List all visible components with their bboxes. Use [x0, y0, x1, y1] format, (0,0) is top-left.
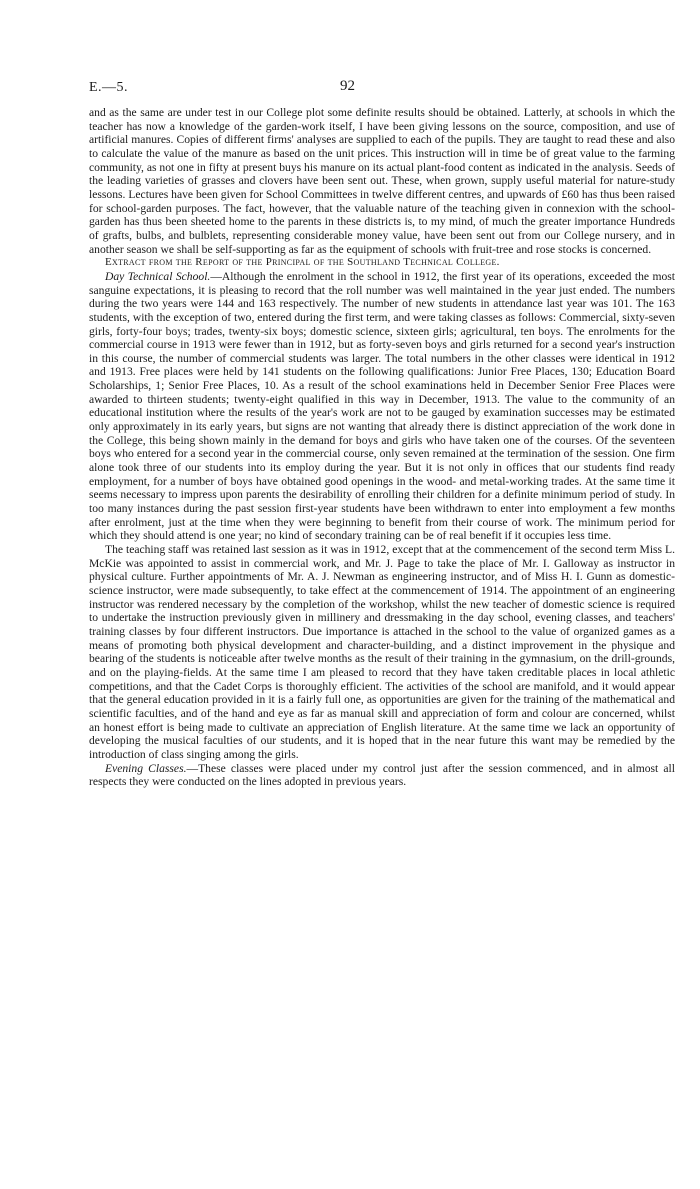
paragraph-day-school	[89, 270, 675, 543]
paragraph-garden-work: and as the same are under test in our College plot some definite results should be obtained. Latterly, at schools in which the teacher has now a knowledge of the garden-work itself, I have been giving lessons on the source, composition, and use of artificial manures. Copies of different firms' analyses are supplied to each of the pupils. They are taught to read these and also to calculate the value of the manure as based on the unit prices. This instruction will in time be of great value to the farming community, as not one in fifty at present buys his manure on its actual plant-food content as indicated in the analysis. Seeds of the leading varieties of grasses and clovers have been sent out. These, when grown, supply useful material for nature-study lessons. Lectures have been given for School Committees in twelve different centres, and upwards of £60 has thus been raised for school-garden purposes. The fact, however, that the valuable nature of the teaching given in connexion with the school-garden has thus been sheeted home to the parents in these districts is, to my mind, of much the greater importance Hundreds of grafts, bulbs, and bulblets, representing considerable money value, have been sent out from our College nursery, and in another season we shall be self-supporting as far as the equipment of schools with fruit-tree and rose stocks is concerned.	[89, 106, 675, 256]
evening-classes-title: Evening Classes.	[105, 761, 187, 775]
section-heading: Extract from the Report of the Principal of the Southland Technical College.	[105, 256, 500, 269]
evening-classes-text: —These classes were placed under my control just after the session commenced, and in almost all respects they were conducted on the lines adopted in previous years.	[89, 761, 676, 789]
paragraph-staff: The teaching staff was retained last session as it was in 1912, except that at the commencement of the second term Miss L. McKie was appointed to assist in commercial work, and Mr. J. Page to take the place of Mr. I. Galloway as instructor in physical culture. Further appointments of Mr. A. J. Newman as engineering instructor, and of Miss H. I. Gunn as domestic-science instructor, were made subsequently, to take effect at the commencement of 1914. The appointment of an engineering instructor was rendered necessary by the completion of the workshop, whilst the new teacher of domestic science is required to undertake the instruction previously given in millinery and dressmaking in the day school, evening classes, and teachers' training classes by four different instructors. Due importance is attached in the school to the value of organized games as a means of promoting both physical development and character-building, and a distinct improvement in the physique and bearing of the students is noticeable after twelve months as the result of their training in the gymnasium, on the drill-grounds, and on the playing-fields. At the same time I am pleased to record that they have taken creditable places in local athletic competitions, and that the Cadet Corps is thoroughly efficient. The activities of the school are manifold, and it would appear that the general education provided in it is a fairly full one, as opportunities are given for the training of the mathematical and scientific faculties, and of the hand and eye as far as manual skill and appreciation of form and colour are concerned, whilst an honest effort is being made to cultivate an appreciation of English literature. At the same time we lack an opportunity of developing the musical faculties of our students, and it is hoped that in the near future this want may be remedied by the introduction of class singing among the girls.	[89, 543, 675, 761]
day-school-text: —Although the enrolment in the school in 1912, the first year of its operations, exceeded the most sanguine expectations, it is pleasing to record that the roll number was well maintained in the year just ended. The numbers during the two years were 144 and 163 respectively. The number of new students in attendance last year was 101. The 163 students, with the exception of two, entered during the first term, and were taking classes as follows: Commercial, sixty-seven girls, forty-four boys; trades, twenty-six boys; domestic science, sixteen girls; agricultural, ten boys. The enrolments for the commercial course in 1913 were fewer than in 1912, but as forty-seven boys and girls returned for a second year's instruction in this course, the number of commercial students was larger. The total numbers in the other classes were identical in 1912 and 1913. Free places were held by 141 students on the following qualifications: Junior Free Places, 130; Education Board Scholarships, 1; Senior Free Places, 10. As a result of the school examinations held in December Senior Free Places were awarded to thirteen students; twenty-eight qualified in this way in December, 1913. The value to the community of an educational institution where the results of the year's work are not to be gauged by examination successes may be estimated only approximately in its early years, but signs are not wanting that already there is distinct appreciation of the work done in the College, this being shown mainly in the demand for boys and girls who have taken one of the courses. Of the seventeen boys who entered for a second year in the commercial course, only seven remained at the termination of the session. One firm alone took three of our students into its employ during the year. But it is not only in offices that our students find ready employment, for a number of boys have obtained good openings in the wood- and metal-working trades. At the same time it seems necessary to impress upon parents the desirability of enrolling their children for a definite minimum period of study. In too many instances during the past session first-year students have been withdrawn to enter into employment a few months after enrolment, just at the time when they were beginning to benefit from their course of work. The minimum period for which they should attend is one year; no kind of secondary training can be of real benefit if it occupies less time.	[89, 269, 676, 543]
day-school-title: Day Technical School.	[105, 269, 211, 283]
page-body	[89, 106, 675, 789]
paragraph-evening-classes	[89, 762, 675, 789]
page-number: 92	[340, 78, 355, 94]
report-reference: E.—5.	[89, 80, 129, 95]
